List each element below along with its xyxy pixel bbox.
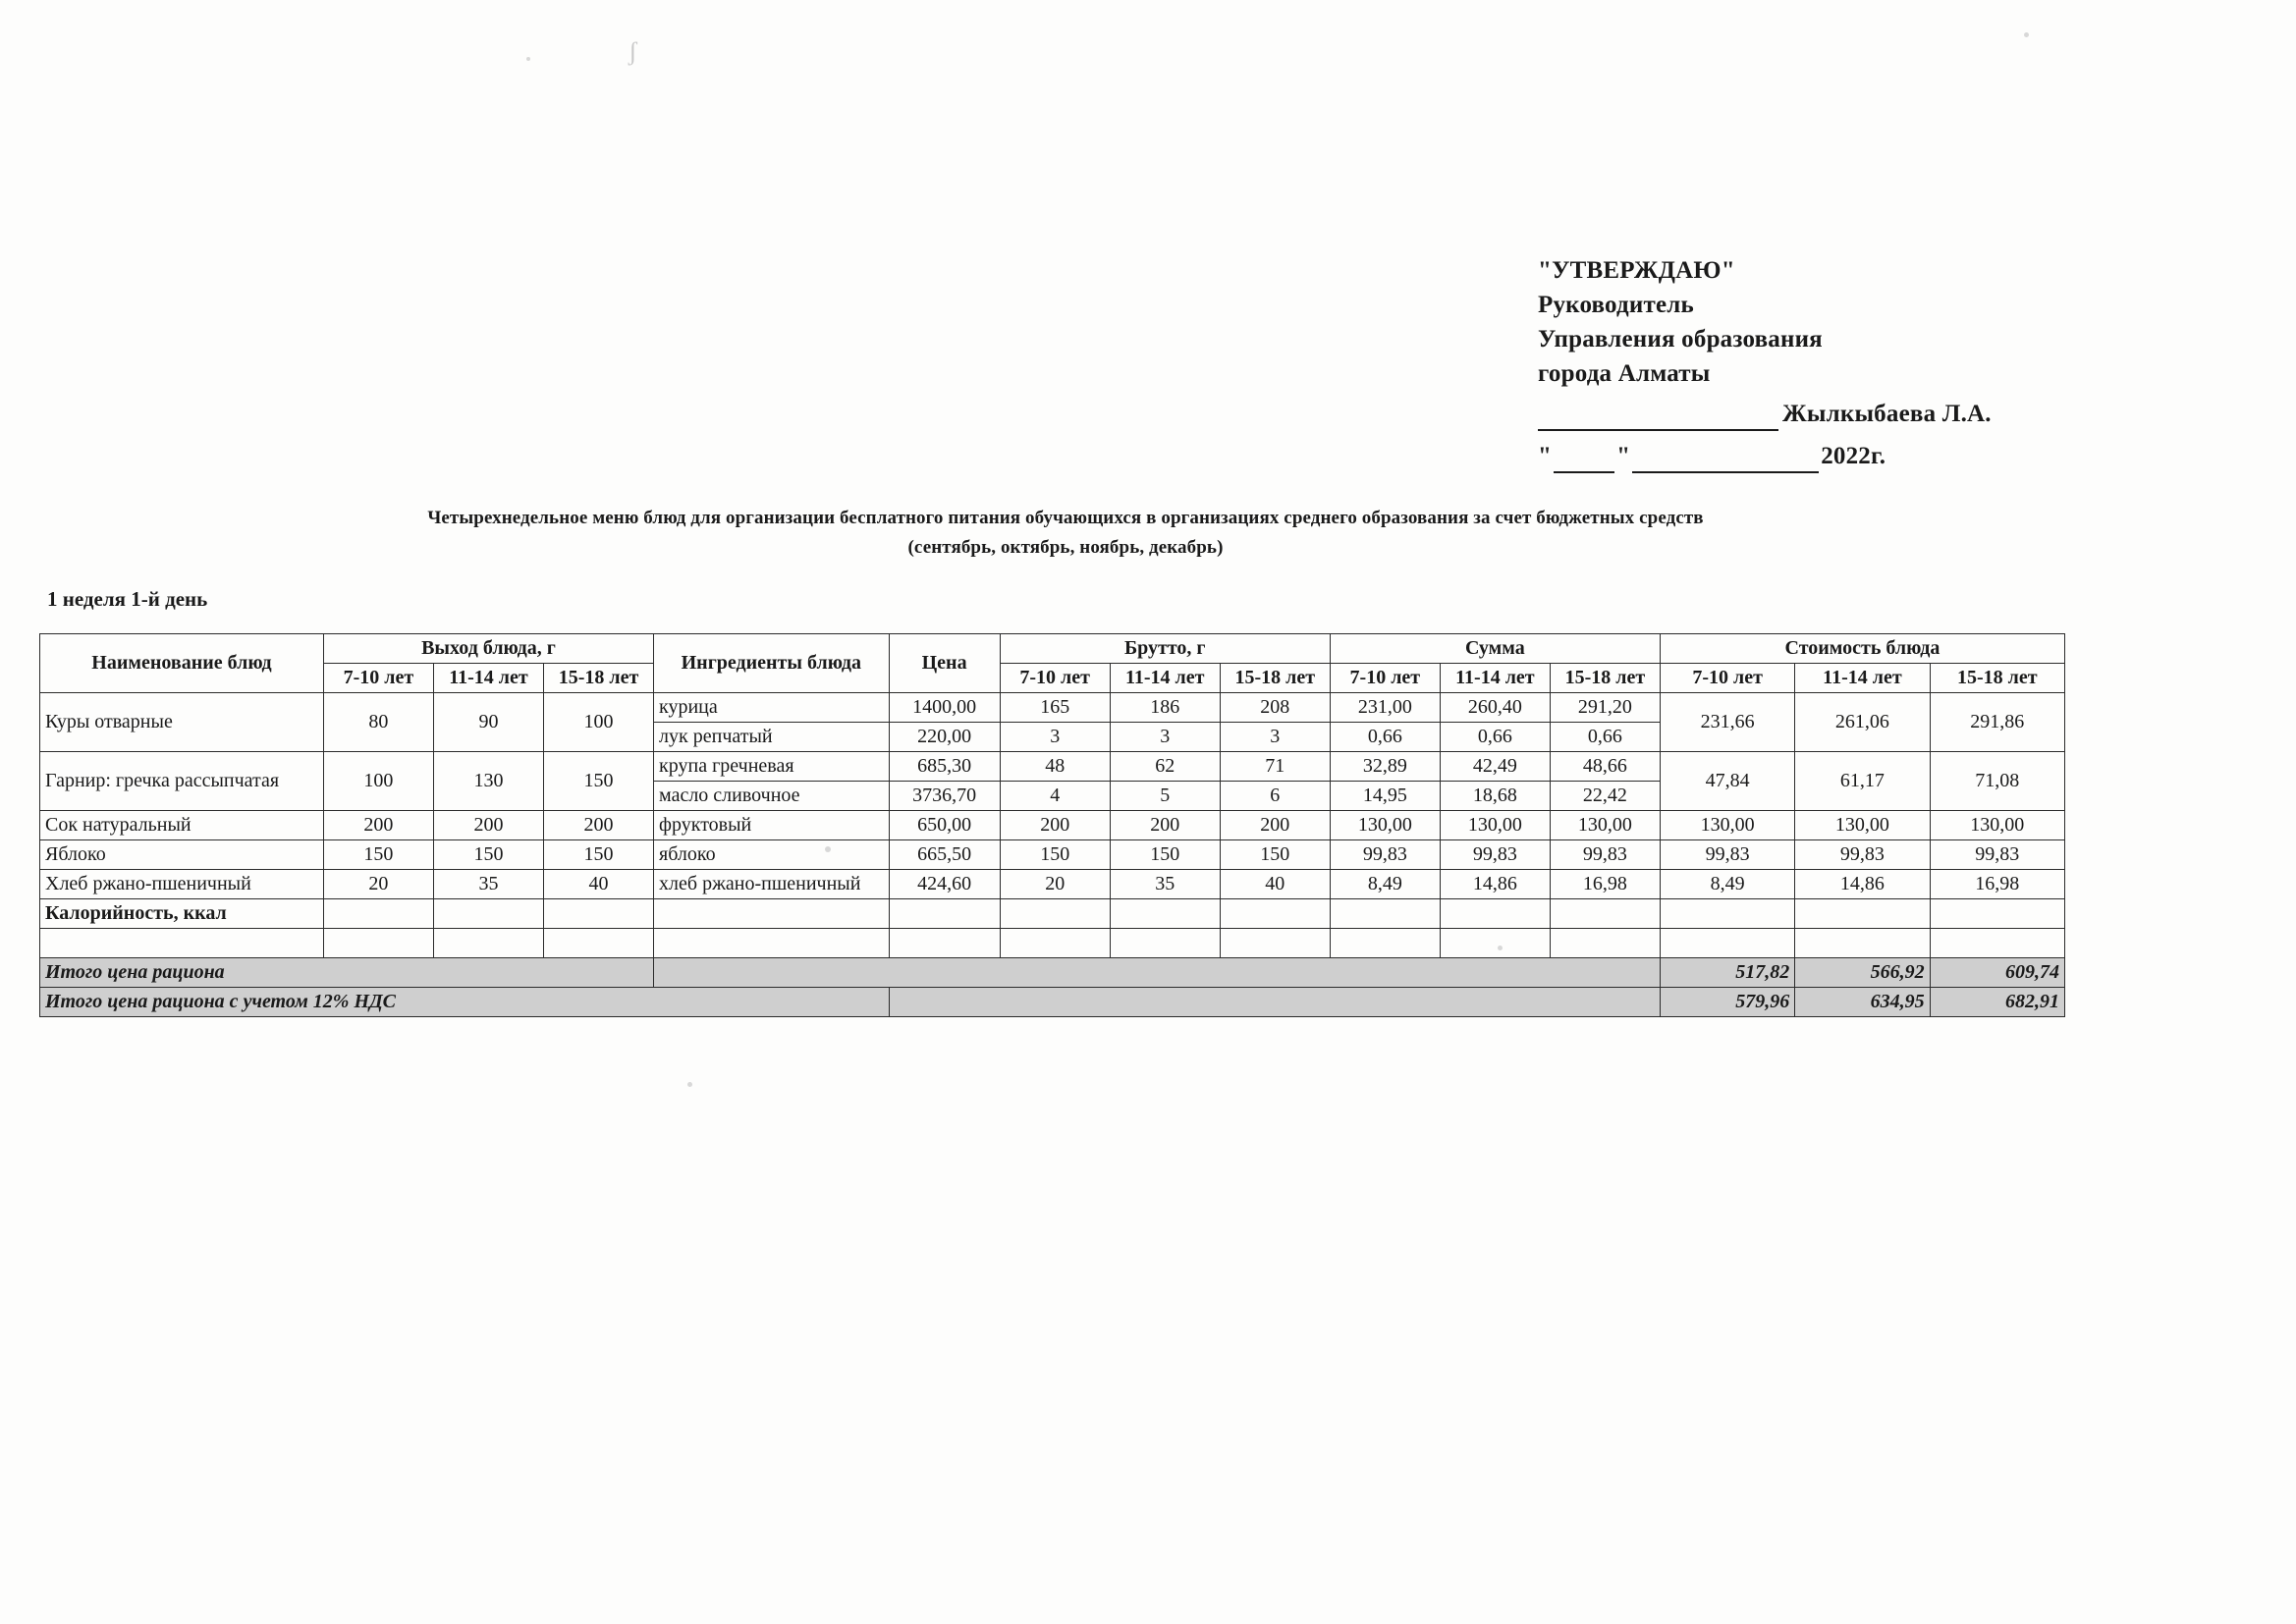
cell-gross-1: 186 <box>1110 693 1220 723</box>
signature-row <box>1538 397 2088 431</box>
cell-cost-1: 261,06 <box>1795 693 1930 752</box>
total-value-0: 517,82 <box>1660 958 1794 988</box>
cell-sum-2: 0,66 <box>1550 723 1660 752</box>
cell-gross-2: 6 <box>1220 782 1330 811</box>
cell-sum-0: 231,00 <box>1330 693 1440 723</box>
cell-cost-2: 16,98 <box>1930 870 2064 899</box>
header-sum-age-1: 11-14 лет <box>1440 664 1550 693</box>
cell-dish-name: Хлеб ржано-пшеничный <box>40 870 324 899</box>
header-gross-age-2: 15-18 лет <box>1220 664 1330 693</box>
cell-cost-1: 99,83 <box>1795 840 1930 870</box>
cell-gross-1 <box>1110 899 1220 929</box>
cell-ingredient: масло сливочное <box>654 782 889 811</box>
cell-gross-0 <box>1000 899 1110 929</box>
cell-gross-2: 3 <box>1220 723 1330 752</box>
cell-gross-2: 150 <box>1220 840 1330 870</box>
table-row <box>40 752 2065 782</box>
cell-gross-2 <box>1220 929 1330 958</box>
cell-yield-0 <box>323 899 433 929</box>
cell-yield-0: 100 <box>323 752 433 811</box>
total-value-1: 566,92 <box>1795 958 1930 988</box>
cell-sum-0: 14,95 <box>1330 782 1440 811</box>
cell-ingredient: курица <box>654 693 889 723</box>
table-row-empty <box>40 929 2065 958</box>
header-yield-age-1: 11-14 лет <box>433 664 543 693</box>
cell-gross-1: 5 <box>1110 782 1220 811</box>
cell-dish-name: Калорийность, ккал <box>40 899 324 929</box>
cell-sum-0: 8,49 <box>1330 870 1440 899</box>
date-quote-open: " <box>1538 443 1553 469</box>
cell-gross-0: 150 <box>1000 840 1110 870</box>
cell-price: 1400,00 <box>889 693 1000 723</box>
cell-gross-1: 3 <box>1110 723 1220 752</box>
header-gross-age-1: 11-14 лет <box>1110 664 1220 693</box>
cell-ingredient <box>654 899 889 929</box>
approval-city: города Алматы <box>1538 360 1711 387</box>
cell-sum-0: 32,89 <box>1330 752 1440 782</box>
header-dish-name: Наименование блюд <box>40 634 324 693</box>
date-year: 2022г. <box>1821 443 1886 469</box>
total-vat-label: Итого цена рациона с учетом 12% НДС <box>40 988 890 1017</box>
cell-sum-0: 130,00 <box>1330 811 1440 840</box>
cell-gross-1: 150 <box>1110 840 1220 870</box>
scan-artifact <box>526 57 530 61</box>
cell-yield-2 <box>544 929 654 958</box>
scan-artifact: ʃ <box>629 37 637 66</box>
cell-yield-0: 20 <box>323 870 433 899</box>
scan-artifact <box>2024 32 2029 37</box>
cell-sum-2: 22,42 <box>1550 782 1660 811</box>
cell-sum-0: 0,66 <box>1330 723 1440 752</box>
header-yield-age-2: 15-18 лет <box>544 664 654 693</box>
cell-yield-2: 150 <box>544 752 654 811</box>
menu-table-head <box>40 634 2065 693</box>
header-gross-age-0: 7-10 лет <box>1000 664 1110 693</box>
cell-sum-2: 291,20 <box>1550 693 1660 723</box>
cell-sum-1: 99,83 <box>1440 840 1550 870</box>
cell-sum-1: 18,68 <box>1440 782 1550 811</box>
total-vat-spacer <box>889 988 1660 1017</box>
cell-yield-1: 35 <box>433 870 543 899</box>
cell-sum-1 <box>1440 899 1550 929</box>
header-ingredients: Ингредиенты блюда <box>654 634 889 693</box>
date-month-line <box>1632 448 1819 473</box>
cell-price: 424,60 <box>889 870 1000 899</box>
cell-sum-1 <box>1440 929 1550 958</box>
cell-sum-2: 48,66 <box>1550 752 1660 782</box>
cell-yield-2: 40 <box>544 870 654 899</box>
cell-gross-2 <box>1220 899 1330 929</box>
menu-table-wrapper <box>39 633 2065 1017</box>
cell-dish-name: Куры отварные <box>40 693 324 752</box>
cell-gross-0: 4 <box>1000 782 1110 811</box>
total-vat-value-2: 682,91 <box>1930 988 2064 1017</box>
cell-dish-name: Яблоко <box>40 840 324 870</box>
cell-gross-0 <box>1000 929 1110 958</box>
cell-sum-2: 130,00 <box>1550 811 1660 840</box>
signature-line <box>1538 404 1778 431</box>
date-day-line <box>1554 448 1614 473</box>
cell-price: 3736,70 <box>889 782 1000 811</box>
cell-cost-1: 14,86 <box>1795 870 1930 899</box>
cell-yield-2: 150 <box>544 840 654 870</box>
cell-gross-1 <box>1110 929 1220 958</box>
cell-price: 650,00 <box>889 811 1000 840</box>
cell-dish-name <box>40 929 324 958</box>
cell-sum-1: 14,86 <box>1440 870 1550 899</box>
cell-sum-2: 99,83 <box>1550 840 1660 870</box>
scan-artifact <box>687 1082 692 1087</box>
cell-yield-1 <box>433 899 543 929</box>
menu-table <box>39 633 2065 1017</box>
cell-yield-1: 150 <box>433 840 543 870</box>
cell-gross-2: 208 <box>1220 693 1330 723</box>
cell-cost-2: 130,00 <box>1930 811 2064 840</box>
cell-gross-0: 165 <box>1000 693 1110 723</box>
header-cost-age-0: 7-10 лет <box>1660 664 1794 693</box>
cell-gross-1: 62 <box>1110 752 1220 782</box>
approval-department: Управления образования <box>1538 326 1823 352</box>
cell-price: 220,00 <box>889 723 1000 752</box>
cell-sum-1: 130,00 <box>1440 811 1550 840</box>
cell-yield-1: 130 <box>433 752 543 811</box>
cell-sum-0 <box>1330 899 1440 929</box>
cell-sum-2 <box>1550 929 1660 958</box>
cell-yield-1: 90 <box>433 693 543 752</box>
header-sum-group: Сумма <box>1330 634 1660 664</box>
cell-gross-0: 48 <box>1000 752 1110 782</box>
cell-yield-0: 80 <box>323 693 433 752</box>
cell-yield-0: 150 <box>323 840 433 870</box>
cell-sum-1: 42,49 <box>1440 752 1550 782</box>
header-row-groups <box>40 634 2065 664</box>
cell-ingredient: яблоко <box>654 840 889 870</box>
cell-ingredient: хлеб ржано-пшеничный <box>654 870 889 899</box>
table-row <box>40 693 2065 723</box>
approval-block <box>1538 253 2088 473</box>
cell-cost-0: 47,84 <box>1660 752 1794 811</box>
cell-cost-0: 231,66 <box>1660 693 1794 752</box>
cell-cost-0: 8,49 <box>1660 870 1794 899</box>
total-label: Итого цена рациона <box>40 958 654 988</box>
table-row-calories <box>40 899 2065 929</box>
cell-cost-2 <box>1930 899 2064 929</box>
cell-gross-1: 35 <box>1110 870 1220 899</box>
cell-yield-0 <box>323 929 433 958</box>
cell-yield-1: 200 <box>433 811 543 840</box>
cell-sum-0 <box>1330 929 1440 958</box>
signature-name: Жылкыбаева Л.А. <box>1782 401 1992 427</box>
header-sum-age-2: 15-18 лет <box>1550 664 1660 693</box>
cell-dish-name: Сок натуральный <box>40 811 324 840</box>
cell-yield-2: 100 <box>544 693 654 752</box>
cell-cost-0: 99,83 <box>1660 840 1794 870</box>
cell-gross-0: 3 <box>1000 723 1110 752</box>
cell-cost-2 <box>1930 929 2064 958</box>
cell-ingredient: крупа гречневая <box>654 752 889 782</box>
cell-dish-name: Гарнир: гречка рассыпчатая <box>40 752 324 811</box>
header-gross-group: Брутто, г <box>1000 634 1330 664</box>
cell-yield-2: 200 <box>544 811 654 840</box>
table-row-total <box>40 958 2065 988</box>
cell-cost-2: 71,08 <box>1930 752 2064 811</box>
cell-sum-0: 99,83 <box>1330 840 1440 870</box>
table-row <box>40 870 2065 899</box>
cell-price: 665,50 <box>889 840 1000 870</box>
cell-cost-0: 130,00 <box>1660 811 1794 840</box>
header-yield-group: Выход блюда, г <box>323 634 653 664</box>
cell-cost-2: 291,86 <box>1930 693 2064 752</box>
cell-gross-2: 71 <box>1220 752 1330 782</box>
date-row <box>1538 439 2088 473</box>
header-cost-age-2: 15-18 лет <box>1930 664 2064 693</box>
header-sum-age-0: 7-10 лет <box>1330 664 1440 693</box>
cell-cost-2: 99,83 <box>1930 840 2064 870</box>
cell-gross-0: 200 <box>1000 811 1110 840</box>
cell-sum-1: 0,66 <box>1440 723 1550 752</box>
cell-gross-0: 20 <box>1000 870 1110 899</box>
cell-price <box>889 899 1000 929</box>
header-row-ages <box>40 664 2065 693</box>
header-price: Цена <box>889 634 1000 693</box>
week-day-label: 1 неделя 1-й день <box>47 587 208 611</box>
header-yield-age-0: 7-10 лет <box>323 664 433 693</box>
header-cost-group: Стоимость блюда <box>1660 634 2064 664</box>
cell-sum-2 <box>1550 899 1660 929</box>
header-cost-age-1: 11-14 лет <box>1795 664 1930 693</box>
document-title-line1: Четырехнедельное меню блюд для организации бесплатного питания обучающихся в организациях среднего образования за счет бюджетных средств <box>427 508 1704 528</box>
cell-cost-0 <box>1660 899 1794 929</box>
table-row <box>40 811 2065 840</box>
menu-table-body <box>40 693 2065 1017</box>
document-title-line2: (сентябрь, октябрь, ноябрь, декабрь) <box>907 537 1224 558</box>
cell-yield-2 <box>544 899 654 929</box>
total-value-2: 609,74 <box>1930 958 2064 988</box>
cell-ingredient: фруктовый <box>654 811 889 840</box>
cell-gross-2: 200 <box>1220 811 1330 840</box>
total-vat-value-1: 634,95 <box>1795 988 1930 1017</box>
cell-sum-1: 260,40 <box>1440 693 1550 723</box>
cell-gross-2: 40 <box>1220 870 1330 899</box>
date-quote-close: " <box>1616 443 1631 469</box>
cell-sum-2: 16,98 <box>1550 870 1660 899</box>
cell-yield-0: 200 <box>323 811 433 840</box>
table-row-total-vat <box>40 988 2065 1017</box>
cell-cost-1: 61,17 <box>1795 752 1930 811</box>
cell-price: 685,30 <box>889 752 1000 782</box>
cell-cost-1 <box>1795 899 1930 929</box>
cell-cost-1 <box>1795 929 1930 958</box>
cell-price <box>889 929 1000 958</box>
approval-role: Руководитель <box>1538 292 1694 318</box>
cell-ingredient <box>654 929 889 958</box>
cell-gross-1: 200 <box>1110 811 1220 840</box>
document-title <box>339 504 1792 563</box>
total-spacer <box>654 958 1661 988</box>
cell-cost-1: 130,00 <box>1795 811 1930 840</box>
total-vat-value-0: 579,96 <box>1660 988 1794 1017</box>
cell-cost-0 <box>1660 929 1794 958</box>
cell-ingredient: лук репчатый <box>654 723 889 752</box>
cell-yield-1 <box>433 929 543 958</box>
approval-title: "УТВЕРЖДАЮ" <box>1538 257 1735 284</box>
table-row <box>40 840 2065 870</box>
